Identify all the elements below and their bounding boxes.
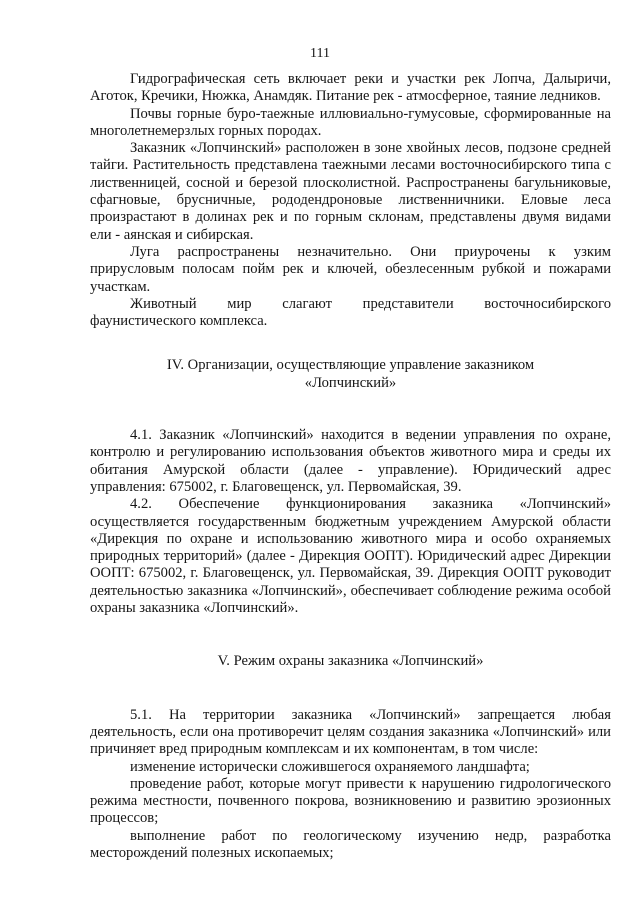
paragraph-soils: Почвы горные буро-таежные иллювиально-гумусовые, сформированные на многолетнемерзлых горных породах. xyxy=(90,105,611,139)
paragraph-4-2: 4.2. Обеспечение функционирования заказника «Лопчинский» осуществляется государственным бюджетным учреждением Амурской области «Дирекция по охране и использованию животного мира и особо охраняемых природных территорий» (далее - Дирекция ООПТ). Юридический адрес Дирекции ООПТ: 675002, г. Благовещенск, ул. Первомайская, 39. Дирекция ООПТ руководит деятельностью заказника «Лопчинский», обеспечивает соблюдение режима особой охраны заказника «Лопчинский». xyxy=(90,496,611,617)
section-v-heading: V. Режим охраны заказника «Лопчинский» xyxy=(217,653,484,670)
paragraph-landscape: изменение исторически сложившегося охраняемого ландшафта; xyxy=(130,758,530,775)
paragraph-geology: выполнение работ по геологическому изучению недр, разработка месторождений полезных ископаемых; xyxy=(90,827,611,861)
paragraph-vegetation: Заказник «Лопчинский» расположен в зоне хвойных лесов, подзоне средней тайги. Растительность представлена таежными лесами восточносибирского типа с лиственницей, сосной и березой плосколистной. Распространены багульниковые, сфагновые, брусничные, рододендроновые лиственничники. Еловые леса произрастают в долинах рек и по горным склонам, представлены двумя видами ели - аянская и сибирская. xyxy=(90,140,611,243)
paragraph-hydrography: Гидрографическая сеть включает реки и участки рек Лопча, Далыричи, Аготок, Кречики, Нюжка, Анамдяк. Питание рек - атмосферное, таяние ледников. xyxy=(90,71,611,105)
paragraph-hydrological: проведение работ, которые могут привести к нарушению гидрологического режима местности, почвенного покрова, возникновению и развитию эрозионных процессов; xyxy=(90,775,611,827)
page-number: 111 xyxy=(310,46,330,61)
paragraph-fauna: Животный мир слагают представители восточносибирского фаунистического комплекса. xyxy=(90,295,611,330)
paragraph-meadows: Луга распространены незначительно. Они приурочены к узким прирусловым полосам пойм рек и ключей, обезлесенным рубкой и пожарами участкам. xyxy=(90,243,611,295)
paragraph-5-1: 5.1. На территории заказника «Лопчинский» запрещается любая деятельность, если она противоречит целям создания заказника «Лопчинский» или причиняет вред природным комплексам и их компонентам, в том числе: xyxy=(90,706,611,758)
document-body xyxy=(90,71,611,862)
section-iv-heading-line1: IV. Организации, осуществляющие управление заказником xyxy=(166,357,535,374)
section-iv-heading-line2: «Лопчинский» xyxy=(304,374,397,391)
paragraph-4-1: 4.1. Заказник «Лопчинский» находится в ведении управления по охране, контролю и регулированию использования объектов животного мира и среды их обитания Амурской области (далее - управление). Юридический адрес управления: 675002, г. Благовещенск, ул. Первомайская, 39. xyxy=(90,427,611,495)
